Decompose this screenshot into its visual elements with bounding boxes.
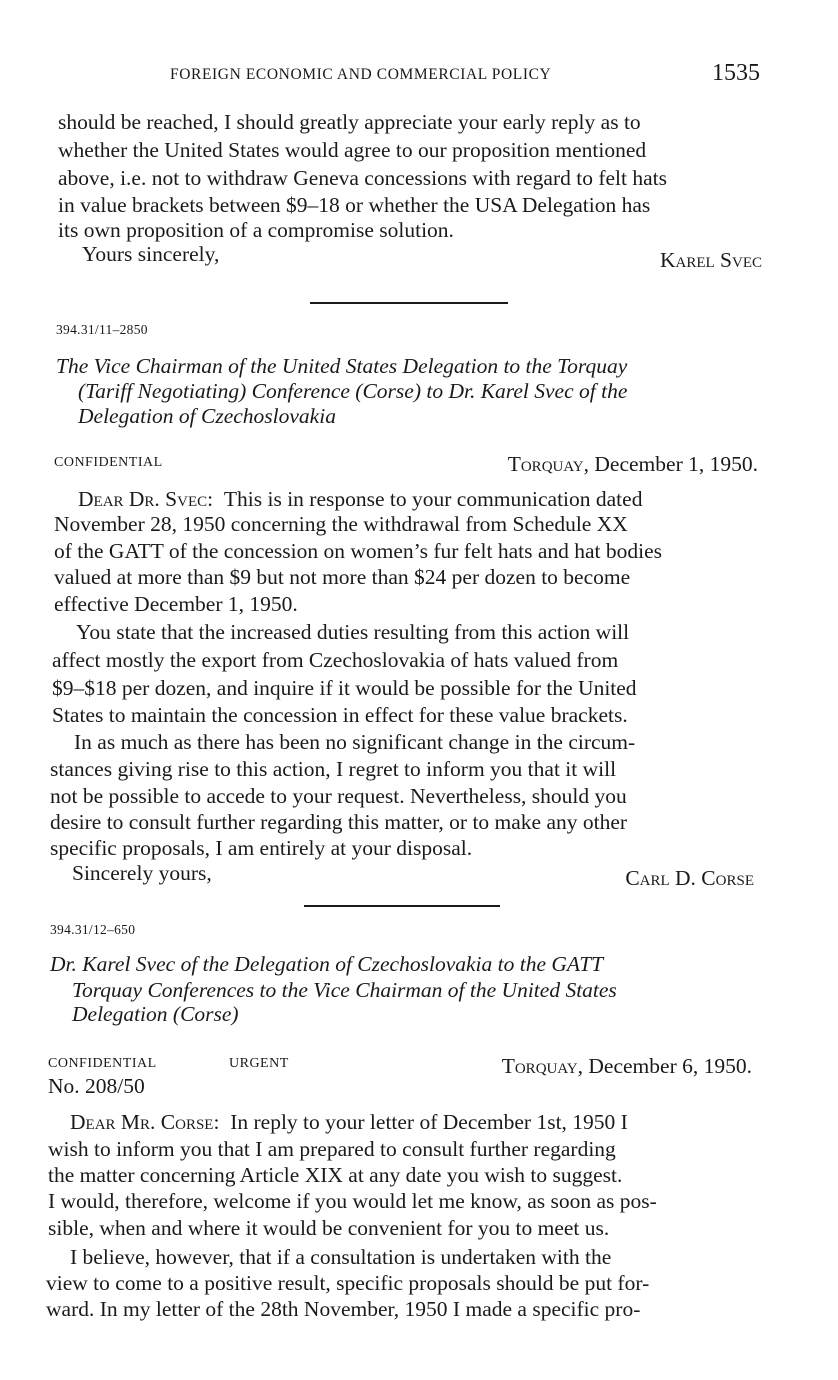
text-line: should be reached, I should greatly appreciate your early reply as to	[58, 110, 641, 134]
dateline-place: Torquay	[501, 1054, 578, 1078]
text-line: specific proposals, I am entirely at your disposal.	[50, 836, 473, 860]
text-line: in value brackets between $9–18 or whether the USA Delegation has	[58, 193, 651, 217]
heading-line: Delegation of Czechoslovakia	[78, 404, 336, 428]
text-line: its own proposition of a compromise solution.	[58, 218, 454, 242]
text-line: In as much as there has been no significant change in the circum-	[74, 730, 636, 754]
paragraph-first-line: In reply to your letter of December 1st, 1950 I	[230, 1110, 628, 1134]
text-line: I believe, however, that if a consultation is undertaken with the	[70, 1245, 612, 1269]
page-number: 1535	[712, 60, 760, 86]
text-line	[70, 1110, 628, 1135]
dateline	[508, 452, 758, 477]
running-header-title: FOREIGN ECONOMIC AND COMMERCIAL POLICY	[170, 66, 552, 83]
text-line: effective December 1, 1950.	[54, 592, 298, 616]
text-line: the matter concerning Article XIX at any date you wish to suggest.	[48, 1163, 623, 1187]
paragraph-first-line: This is in response to your communication dated	[223, 487, 643, 511]
heading-line: (Tariff Negotiating) Conference (Corse) to Dr. Karel Svec of the	[78, 379, 628, 403]
salutation-separator: :	[207, 487, 214, 511]
dateline-date: , December 1, 1950.	[583, 452, 758, 476]
heading-line: The Vice Chairman of the United States Delegation to the Torquay	[56, 354, 628, 378]
salutation: Dear Mr. Corse	[70, 1110, 214, 1134]
file-number: 394.31/11–2850	[56, 322, 148, 337]
text-line: I would, therefore, welcome if you would let me know, as soon as pos-	[48, 1189, 657, 1213]
letter2-signature: Carl D. Corse	[625, 866, 754, 890]
dateline	[502, 1054, 752, 1079]
text-line: November 28, 1950 concerning the withdrawal from Schedule XX	[54, 512, 628, 536]
heading-line: Delegation (Corse)	[72, 1002, 239, 1026]
section-divider	[304, 905, 500, 907]
letter1-signature: Karel Svec	[659, 248, 762, 272]
text-line: $9–$18 per dozen, and inquire if it would be possible for the United	[52, 676, 637, 700]
salutation: Dear Dr. Svec	[78, 487, 208, 511]
text-line: stances giving rise to this action, I regret to inform you that it will	[50, 757, 617, 781]
classification-label: CONFIDENTIAL	[48, 1056, 157, 1071]
heading-line: Torquay Conferences to the Vice Chairman of the United States	[72, 978, 617, 1002]
text-line: whether the United States would agree to our proposition mentioned	[58, 138, 647, 162]
text-line: valued at more than $9 but not more than $24 per dozen to become	[54, 565, 631, 589]
text-line: affect mostly the export from Czechoslovakia of hats valued from	[52, 648, 619, 672]
heading-line: Dr. Karel Svec of the Delegation of Czechoslovakia to the GATT	[50, 952, 604, 976]
urgency-label: URGENT	[229, 1056, 289, 1071]
text-line: sible, when and where it would be convenient for you to meet us.	[48, 1216, 610, 1240]
text-line: not be possible to accede to your request. Nevertheless, should you	[50, 784, 627, 808]
text-line: above, i.e. not to withdraw Geneva concessions with regard to felt hats	[58, 166, 667, 190]
file-number: 394.31/12–650	[50, 922, 136, 937]
text-line	[78, 487, 642, 512]
text-line: view to come to a positive result, specific proposals should be put for-	[46, 1271, 650, 1295]
section-divider	[310, 302, 508, 304]
text-line: ward. In my letter of the 28th November, 1950 I made a specific pro-	[46, 1297, 641, 1321]
text-line: States to maintain the concession in effect for these value brackets.	[52, 703, 628, 727]
classification-label: CONFIDENTIAL	[54, 455, 163, 470]
text-line: You state that the increased duties resulting from this action will	[76, 620, 630, 644]
dateline-place: Torquay	[507, 452, 584, 476]
text-line: wish to inform you that I am prepared to consult further regarding	[48, 1137, 616, 1161]
letter1-closing: Yours sincerely,	[82, 242, 220, 266]
text-line: desire to consult further regarding this matter, or to make any other	[50, 810, 628, 834]
text-line: of the GATT of the concession on women’s fur felt hats and hat bodies	[54, 539, 663, 563]
letter2-closing: Sincerely yours,	[72, 861, 212, 885]
dateline-date: , December 6, 1950.	[577, 1054, 752, 1078]
reference-number: No. 208/50	[48, 1074, 145, 1098]
salutation-separator: :	[213, 1110, 220, 1134]
